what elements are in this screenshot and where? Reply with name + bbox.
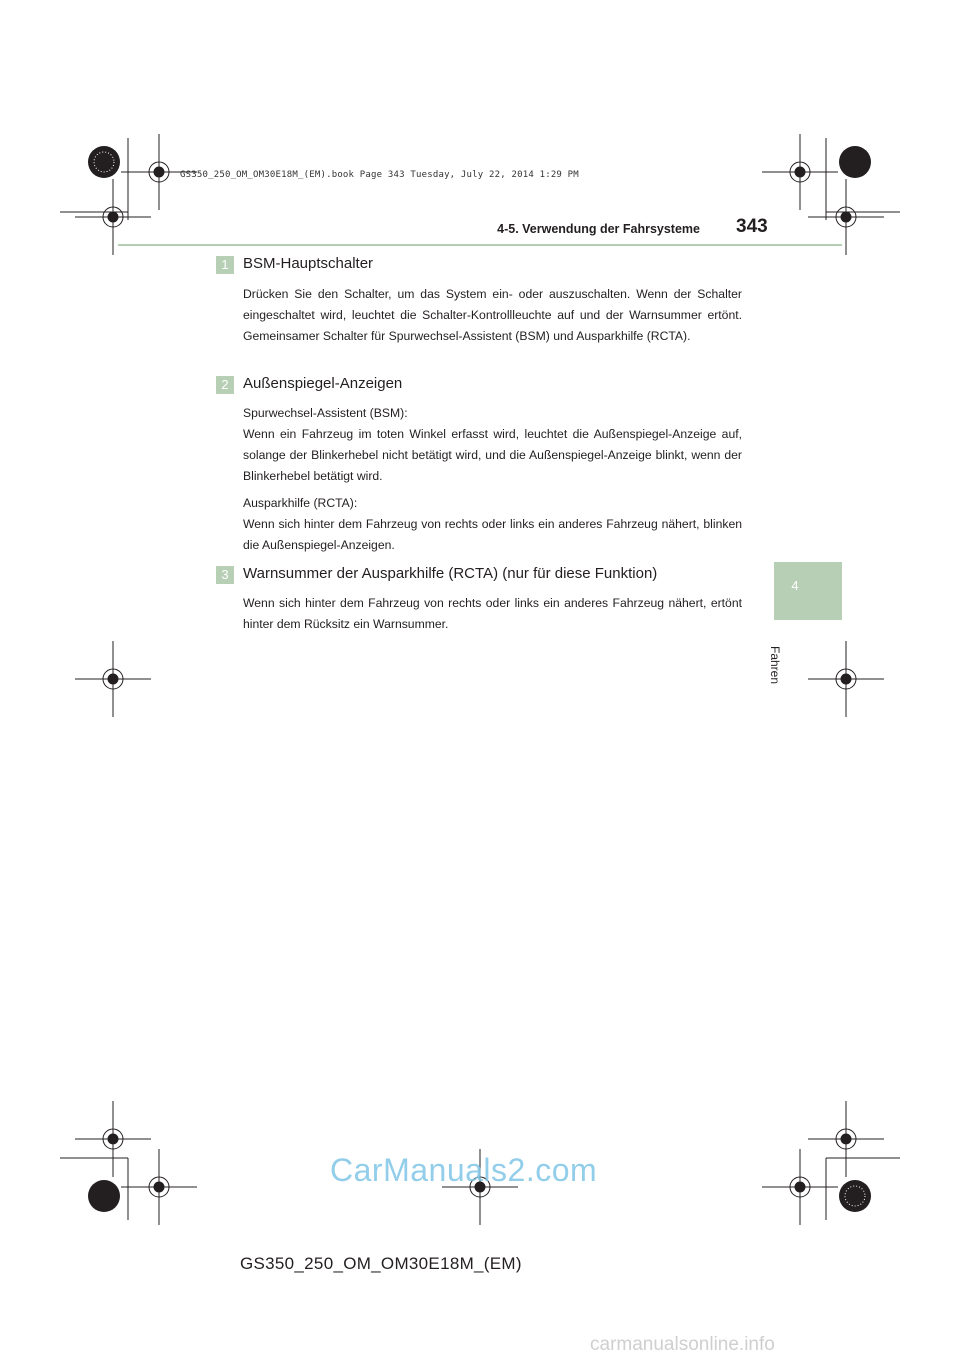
- item-heading: Warnsummer der Ausparkhilfe (RCTA) (nur für diese Funktion): [243, 565, 658, 582]
- chapter-tab-number: 4: [791, 578, 799, 593]
- item-paragraph: Drücken Sie den Schalter, um das System ein- oder auszuschalten. Wenn der Schalter eingeschaltet wird, leuchtet die Schalter-Kontrollleuchte auf und der Warnsummer ertönt. Gemeinsamer Schalter für Spurwechsel-Assistent (BSM) und Ausparkhilfe (RCTA).: [243, 287, 742, 343]
- item-heading: BSM-Hauptschalter: [243, 255, 374, 272]
- item-paragraph: Ausparkhilfe (RCTA):: [243, 496, 358, 510]
- section-title: 4-5. Verwendung der Fahrsysteme: [497, 222, 700, 236]
- item-number-badge: 2: [216, 376, 234, 394]
- watermark-bottom: carmanualsonline.info: [590, 1334, 775, 1355]
- item-number-badge: 3: [216, 566, 234, 584]
- page-number: 343: [736, 216, 768, 237]
- item-paragraph: Wenn ein Fahrzeug im toten Winkel erfasst wird, leuchtet die Außenspiegel-Anzeige auf, solange der Blinkerhebel nicht betätigt wird, und die Außenspiegel-Anzeige blinkt, wenn der Blinkerhebel betätigt wird.: [243, 427, 742, 483]
- item-paragraph: Spurwechsel-Assistent (BSM):: [243, 406, 408, 420]
- item-heading: Außenspiegel-Anzeigen: [243, 375, 403, 392]
- book-info-slug: GS350_250_OM_OM30E18M_(EM).book Page 343 Tuesday, July 22, 2014 1:29 PM: [180, 170, 579, 180]
- footer-code: GS350_250_OM_OM30E18M_(EM): [240, 1254, 522, 1273]
- header-rule: [118, 244, 842, 246]
- watermark-logo: CarManuals2.com: [330, 1152, 598, 1188]
- item-paragraph: Wenn sich hinter dem Fahrzeug von rechts oder links ein anderes Fahrzeug nähert, blinken die Außenspiegel-Anzeigen.: [243, 517, 742, 552]
- chapter-tab-label: Fahren: [768, 646, 782, 685]
- item-paragraph: Wenn sich hinter dem Fahrzeug von rechts oder links ein anderes Fahrzeug nähert, ertönt hinter dem Rücksitz ein Warnsummer.: [243, 596, 742, 631]
- item-number-badge: 1: [216, 256, 234, 274]
